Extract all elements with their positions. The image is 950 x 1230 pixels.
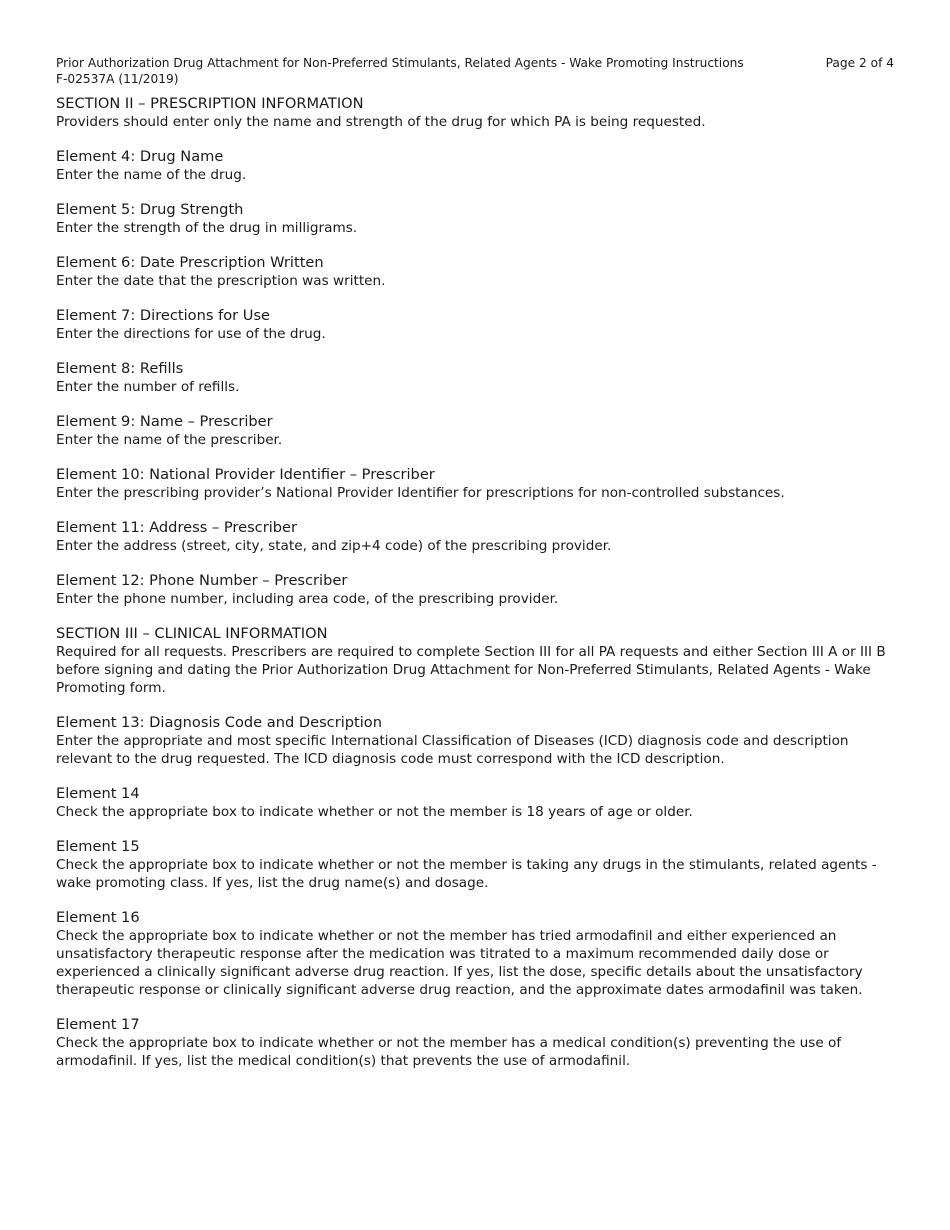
element-heading: Element 12: Phone Number – Prescriber — [56, 572, 348, 589]
element-heading: Element 15 — [56, 838, 140, 855]
element-body: Enter the directions for use of the drug. — [56, 326, 326, 342]
element-body: Enter the number of refills. — [56, 379, 240, 395]
section-body: Required for all requests. Prescribers are required to complete Section III for all PA requests and either Section III A or III B before signing and dating the Prior Authorization Drug Attachment for Non-Preferred Stimulants, Related Agents - Wake Promoting form. — [56, 644, 886, 696]
element-body: Enter the phone number, including area code, of the prescribing provider. — [56, 591, 559, 607]
element-8 — [56, 360, 894, 396]
element-body: Check the appropriate box to indicate whether or not the member is 18 years of age or older. — [56, 804, 693, 820]
element-heading: Element 13: Diagnosis Code and Description — [56, 714, 382, 731]
element-body: Enter the prescribing provider’s National Provider Identifier for prescriptions for non-controlled substances. — [56, 485, 785, 501]
element-body: Enter the date that the prescription was written. — [56, 273, 386, 289]
element-heading: Element 10: National Provider Identifier – Prescriber — [56, 466, 435, 483]
element-body: Check the appropriate box to indicate whether or not the member has tried armodafinil and either experienced an unsatisfactory therapeutic response after the medication was titrated to a maximum recommended daily dose or experienced a clinically significant adverse drug reaction. If yes, list the dose, specific details about the unsatisfactory therapeutic response or clinically significant adverse drug reaction, and the approximate dates armodafinil was taken. — [56, 928, 863, 998]
element-9 — [56, 413, 894, 449]
element-heading: Element 7: Directions for Use — [56, 307, 271, 324]
form-id: F-02537A (11/2019) — [56, 72, 179, 86]
element-body: Check the appropriate box to indicate whether or not the member has a medical condition(s) preventing the use of armodafinil. If yes, list the medical condition(s) that prevents the use of armodafinil. — [56, 1035, 842, 1069]
element-7 — [56, 307, 894, 343]
element-heading: Element 5: Drug Strength — [56, 201, 244, 218]
section-heading: SECTION III – CLINICAL INFORMATION — [56, 625, 328, 642]
element-body: Enter the address (street, city, state, and zip+4 code) of the prescribing provider. — [56, 538, 612, 554]
element-17 — [56, 1016, 894, 1070]
element-15 — [56, 838, 894, 892]
element-heading: Element 6: Date Prescription Written — [56, 254, 324, 271]
document-content — [56, 95, 894, 1070]
section-ii — [56, 95, 894, 131]
section-iii — [56, 625, 894, 697]
element-5 — [56, 201, 894, 237]
element-heading: Element 11: Address – Prescriber — [56, 519, 298, 536]
element-heading: Element 16 — [56, 909, 140, 926]
element-heading: Element 14 — [56, 785, 140, 802]
element-14 — [56, 785, 894, 821]
element-body: Check the appropriate box to indicate whether or not the member is taking any drugs in the stimulants, related agents - wake promoting class. If yes, list the drug name(s) and dosage. — [56, 857, 877, 891]
element-16 — [56, 909, 894, 999]
element-10 — [56, 466, 894, 502]
page-number: Page 2 of 4 — [825, 56, 894, 70]
element-11 — [56, 519, 894, 555]
section-heading: SECTION II – PRESCRIPTION INFORMATION — [56, 95, 364, 112]
element-body: Enter the name of the drug. — [56, 167, 247, 183]
element-4 — [56, 148, 894, 184]
element-body: Enter the name of the prescriber. — [56, 432, 283, 448]
element-body: Enter the appropriate and most specific International Classification of Diseases (ICD) diagnosis code and description relevant to the drug requested. The ICD diagnosis code must correspond with the ICD description. — [56, 733, 849, 767]
page-header — [56, 55, 894, 87]
element-heading: Element 9: Name – Prescriber — [56, 413, 273, 430]
element-13 — [56, 714, 894, 768]
element-body: Enter the strength of the drug in milligrams. — [56, 220, 358, 236]
element-heading: Element 4: Drug Name — [56, 148, 224, 165]
element-heading: Element 17 — [56, 1016, 140, 1033]
document-title: Prior Authorization Drug Attachment for Non-Preferred Stimulants, Related Agents - Wake Promoting Instructions — [56, 56, 744, 70]
element-6 — [56, 254, 894, 290]
section-body: Providers should enter only the name and strength of the drug for which PA is being requested. — [56, 114, 706, 130]
element-12 — [56, 572, 894, 608]
element-heading: Element 8: Refills — [56, 360, 184, 377]
